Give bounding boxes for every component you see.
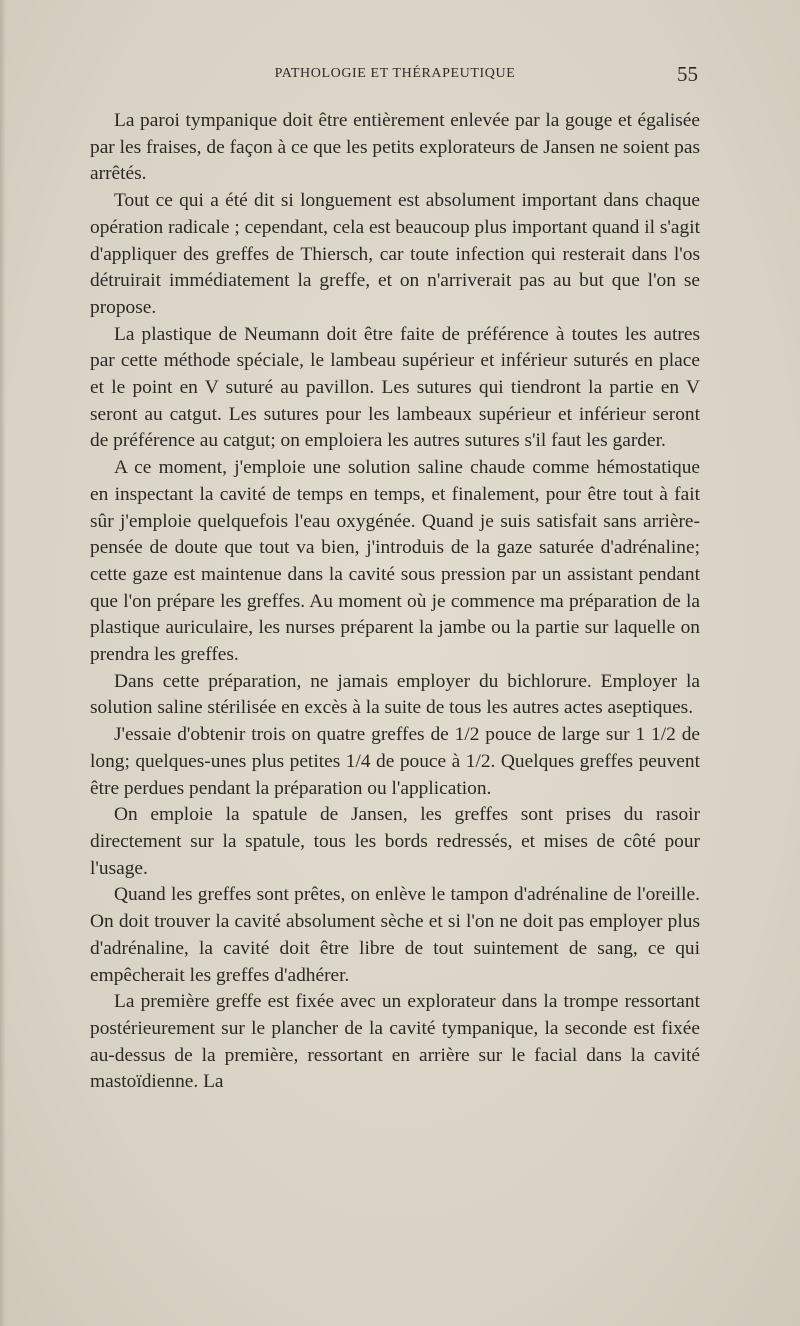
paragraph: J'essaie d'obtenir trois on quatre greffes de 1/2 pouce de large sur 1 1/2 de long; quelques-unes plus petites 1/4 de pouce à 1/2. Quelques greffes peuvent être perdues pendant la préparation ou l'application. (90, 724, 700, 799)
paragraph: Quand les greffes sont prêtes, on enlève le tampon d'adrénaline de l'oreille. On doit trouver la cavité absolument sèche et si l'on ne doit pas employer plus d'adrénaline, la cavité doit être libre de tout suintement de sang, ce qui empêcherait les greffes d'adhérer. (90, 884, 700, 986)
paragraph: Dans cette préparation, ne jamais employer du bichlorure. Employer la solution saline stérilisée en excès à la suite de tous les autres actes aseptiques. (90, 670, 700, 719)
page-number: 55 (677, 62, 698, 86)
page-header (90, 62, 700, 88)
paragraph: A ce moment, j'emploie une solution saline chaude comme hémostatique en inspectant la cavité de temps en temps, et finalement, pour être tout à fait sûr j'emploie quelquefois l'eau oxygénée. Quand je suis satisfait sans arrière-pensée de doute que tout va bien, j'introduis de la gaze saturée d'adrénaline; cette gaze est maintenue dans la cavité sous pression par un assistant pendant que l'on prépare les greffes. Au moment où je commence ma préparation de la plastique auriculaire, les nurses préparent la jambe ou la partie sur laquelle on prendra les greffes. (90, 457, 700, 666)
paragraph: Tout ce qui a été dit si longuement est absolument important dans chaque opération radicale ; cependant, cela est beaucoup plus important quand il s'agit d'appliquer des greffes de Thiersch, car toute infection qui resterait dans l'os détruirait immédiatement la greffe, et on n'arriverait pas au but que l'on se propose. (90, 190, 700, 318)
paragraph: La première greffe est fixée avec un explorateur dans la trompe ressortant postérieurement sur le plancher de la cavité tympanique, la seconde est fixée au-dessus de la première, ressortant en arrière sur le facial dans la cavité mastoïdienne. La (90, 991, 700, 1093)
running-title: PATHOLOGIE ET THÉRAPEUTIQUE (274, 66, 516, 81)
paragraph: La plastique de Neumann doit être faite de préférence à toutes les autres par cette méthode spéciale, le lambeau supérieur et inférieur suturés en place et le point en V suturé au pavillon. Les sutures qui tiendront la partie en V seront au catgut. Les sutures pour les lambeaux supérieur et inférieur seront de préférence au catgut; on emploiera les autres sutures s'il faut les garder. (90, 323, 700, 452)
body-text (90, 108, 700, 1096)
page-edge-shadow (0, 0, 6, 1326)
paragraph: On emploie la spatule de Jansen, les greffes sont prises du rasoir directement sur la spatule, tous les bords redressés, et mises de côté pour l'usage. (90, 804, 700, 879)
paragraph: La paroi tympanique doit être entièrement enlevée par la gouge et égalisée par les fraises, de façon à ce que les petits explorateurs de Jansen ne soient pas arrêtés. (90, 110, 700, 185)
